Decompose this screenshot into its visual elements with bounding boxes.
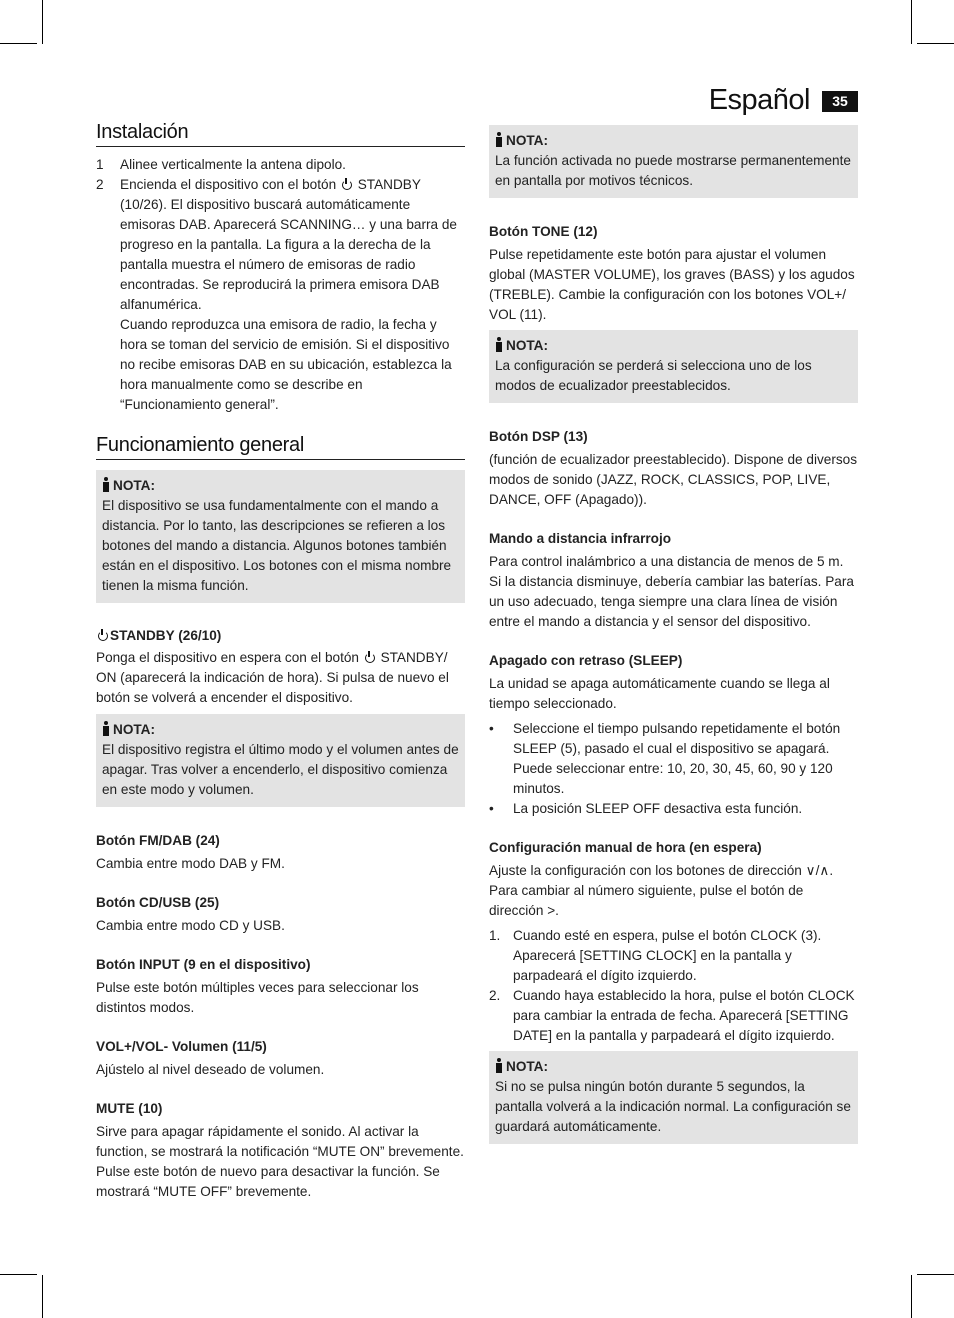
note-box bbox=[489, 125, 858, 198]
note-text: La configuración se perderá si selecciona uno de los modos de ecualizador preestablecidos. bbox=[495, 358, 812, 393]
step-number: 2. bbox=[489, 988, 501, 1003]
list-item bbox=[489, 986, 858, 1046]
note-text: El dispositivo se usa fundamentalmente con el mando a distancia. Por lo tanto, las descripciones se refieren a los botones del mando a distancia. Algunos botones también están en el dispositivo. Los botones con el misma nombre tienen la misma función. bbox=[102, 498, 452, 593]
note-box bbox=[96, 714, 465, 807]
subheading-volume: VOL+/VOL- Volumen (11/5) bbox=[96, 1039, 267, 1054]
paragraph: Pulse repetidamente este botón para ajustar el volumen global (MASTER VOLUME), los graves (BASS) y los agudos (TREBLE). Cambie la configuración con los botones VOL+/ VOL (11). bbox=[489, 247, 855, 322]
step-text: Alinee verticalmente la antena dipolo. bbox=[120, 157, 346, 172]
note-box bbox=[489, 1051, 858, 1144]
section-title-installation: Instalación bbox=[96, 121, 189, 143]
paragraph: Ajuste la configuración con los botones de dirección ∨/∧. Para cambiar al número siguiente, pulse el botón de dirección >. bbox=[489, 863, 834, 918]
step-number: 1 bbox=[96, 157, 104, 172]
step-text: STANDBY (10/26). El dispositivo buscará automáticamente emisoras DAB. Aparecerá SCANNING… y una barra de progreso en la pantalla. La figura a la derecha de la pantalla muestra el número de emisoras de radio encontradas. Se reproducirá la primera emisora DAB alfanumérica. bbox=[120, 177, 457, 312]
section-rule bbox=[96, 459, 465, 460]
subheading-mute: MUTE (10) bbox=[96, 1101, 163, 1116]
page-number: 35 bbox=[822, 91, 858, 112]
paragraph: Ajústelo al nivel deseado de volumen. bbox=[96, 1062, 325, 1077]
crop-mark bbox=[917, 43, 954, 44]
subheading-fm-dab: Botón FM/DAB (24) bbox=[96, 833, 220, 848]
step-text: Encienda el dispositivo con el botón bbox=[120, 177, 337, 192]
info-icon bbox=[495, 132, 503, 147]
paragraph: Para control inalámbrico a una distancia de menos de 5 m. Si la distancia disminuye, debería cambiar las baterías. Para un uso adecuado, tenga siempre una clara línea de visión entre el mando a distancia y el sensor del dispositivo. bbox=[489, 554, 854, 629]
note-label: NOTA: bbox=[113, 478, 156, 493]
paragraph: Pulse este botón múltiples veces para seleccionar los distintos modos. bbox=[96, 980, 419, 1015]
subheading-input: Botón INPUT (9 en el dispositivo) bbox=[96, 957, 311, 972]
up-down-arrows-icon: ∨/∧ bbox=[805, 863, 830, 878]
step-text: Cuando reproduzca una emisora de radio, la fecha y hora se toman del servicio de emisión. Si el dispositivo no recibe emisoras DAB en su ubicación, establezca la hora manualmente como se describe en “Funcionamiento general”. bbox=[120, 317, 452, 412]
info-icon bbox=[495, 1058, 503, 1073]
list-item bbox=[96, 175, 465, 415]
sleep-bullets bbox=[489, 719, 858, 819]
subheading-dsp: Botón DSP (13) bbox=[489, 429, 588, 444]
note-label: NOTA: bbox=[113, 722, 156, 737]
list-item bbox=[96, 155, 465, 175]
paragraph: Cambia entre modo DAB y FM. bbox=[96, 856, 285, 871]
crop-mark bbox=[911, 1275, 912, 1318]
crop-mark bbox=[0, 43, 37, 44]
step-text: Cuando haya establecido la hora, pulse el botón CLOCK para cambiar la entrada de fecha. Aparecerá [SETTING DATE] en la pantalla y parpadeará el dígito izquierdo. bbox=[513, 988, 855, 1043]
right-column bbox=[489, 125, 858, 1144]
note-label: NOTA: bbox=[506, 133, 549, 148]
language-heading: Español bbox=[708, 84, 810, 116]
section-rule bbox=[96, 146, 465, 147]
install-steps bbox=[96, 155, 465, 415]
list-item: • Seleccione el tiempo pulsando repetidamente el botón SLEEP (5), pasado el cual el dispositivo se apagará. Puede seleccionar entre: 10, 20, 30, 45, 60, 90 y 120 minutos. bbox=[489, 719, 858, 799]
section-title-general: Funcionamiento general bbox=[96, 434, 304, 456]
note-text: La función activada no puede mostrarse permanentemente en pantalla por motivos técnicos. bbox=[495, 153, 851, 188]
subheading-clock: Configuración manual de hora (en espera) bbox=[489, 840, 762, 855]
note-label: NOTA: bbox=[506, 1059, 549, 1074]
paragraph: Sirve para apagar rápidamente el sonido. Al activar la function, se mostrará la notificación “MUTE ON” brevemente. Pulse este botón de nuevo para desactivar la función. Se mostrará “MUTE OFF” brevemente. bbox=[96, 1124, 464, 1199]
paragraph: Ponga el dispositivo en espera con el botón STANDBY/ ON (aparecerá la indicación de hora). Si pulsa de nuevo el botón se volverá a encender el dispositivo. bbox=[96, 650, 449, 705]
note-box bbox=[489, 330, 858, 403]
subheading-sleep: Apagado con retraso (SLEEP) bbox=[489, 653, 683, 668]
step-number: 1. bbox=[489, 928, 501, 943]
list-item bbox=[489, 926, 858, 986]
power-icon bbox=[365, 653, 375, 663]
clock-steps bbox=[489, 926, 858, 1046]
crop-mark bbox=[0, 1274, 37, 1275]
paragraph: (función de ecualizador preestablecido). Dispone de diversos modos de sonido (JAZZ, ROCK, CLASSICS, POP, LIVE, DANCE, OFF (Apagado)). bbox=[489, 452, 858, 507]
left-column bbox=[96, 122, 465, 1202]
note-box bbox=[96, 470, 465, 603]
crop-mark bbox=[42, 1275, 43, 1318]
paragraph: Cambia entre modo CD y USB. bbox=[96, 918, 285, 933]
info-icon bbox=[495, 337, 503, 352]
subheading-infrared: Mando a distancia infrarrojo bbox=[489, 531, 672, 546]
note-label: NOTA: bbox=[506, 338, 549, 353]
paragraph: La unidad se apaga automáticamente cuando se llega al tiempo seleccionado. bbox=[489, 676, 830, 711]
right-arrow-icon: > bbox=[547, 903, 556, 918]
subheading-tone: Botón TONE (12) bbox=[489, 224, 598, 239]
note-text: El dispositivo registra el último modo y el volumen antes de apagar. Tras volver a encenderlo, el dispositivo comienza en este modo y volumen. bbox=[102, 742, 459, 797]
step-text: Cuando esté en espera, pulse el botón CLOCK (3). Aparecerá [SETTING CLOCK] en la pantalla y parpadeará el dígito izquierdo. bbox=[513, 928, 822, 983]
list-item: • La posición SLEEP OFF desactiva esta función. bbox=[489, 799, 858, 819]
info-icon bbox=[102, 477, 110, 492]
subheading-cd-usb: Botón CD/USB (25) bbox=[96, 895, 220, 910]
crop-mark bbox=[42, 0, 43, 44]
info-icon bbox=[102, 721, 110, 736]
power-icon bbox=[342, 180, 352, 190]
crop-mark bbox=[917, 1274, 954, 1275]
crop-mark bbox=[911, 0, 912, 44]
subheading-standby: STANDBY (26/10) bbox=[96, 626, 465, 646]
note-text: Si no se pulsa ningún botón durante 5 segundos, la pantalla volverá a la indicación normal. La configuración se guardará automáticamente. bbox=[495, 1079, 851, 1134]
step-number: 2 bbox=[96, 177, 104, 192]
power-icon bbox=[98, 631, 108, 641]
